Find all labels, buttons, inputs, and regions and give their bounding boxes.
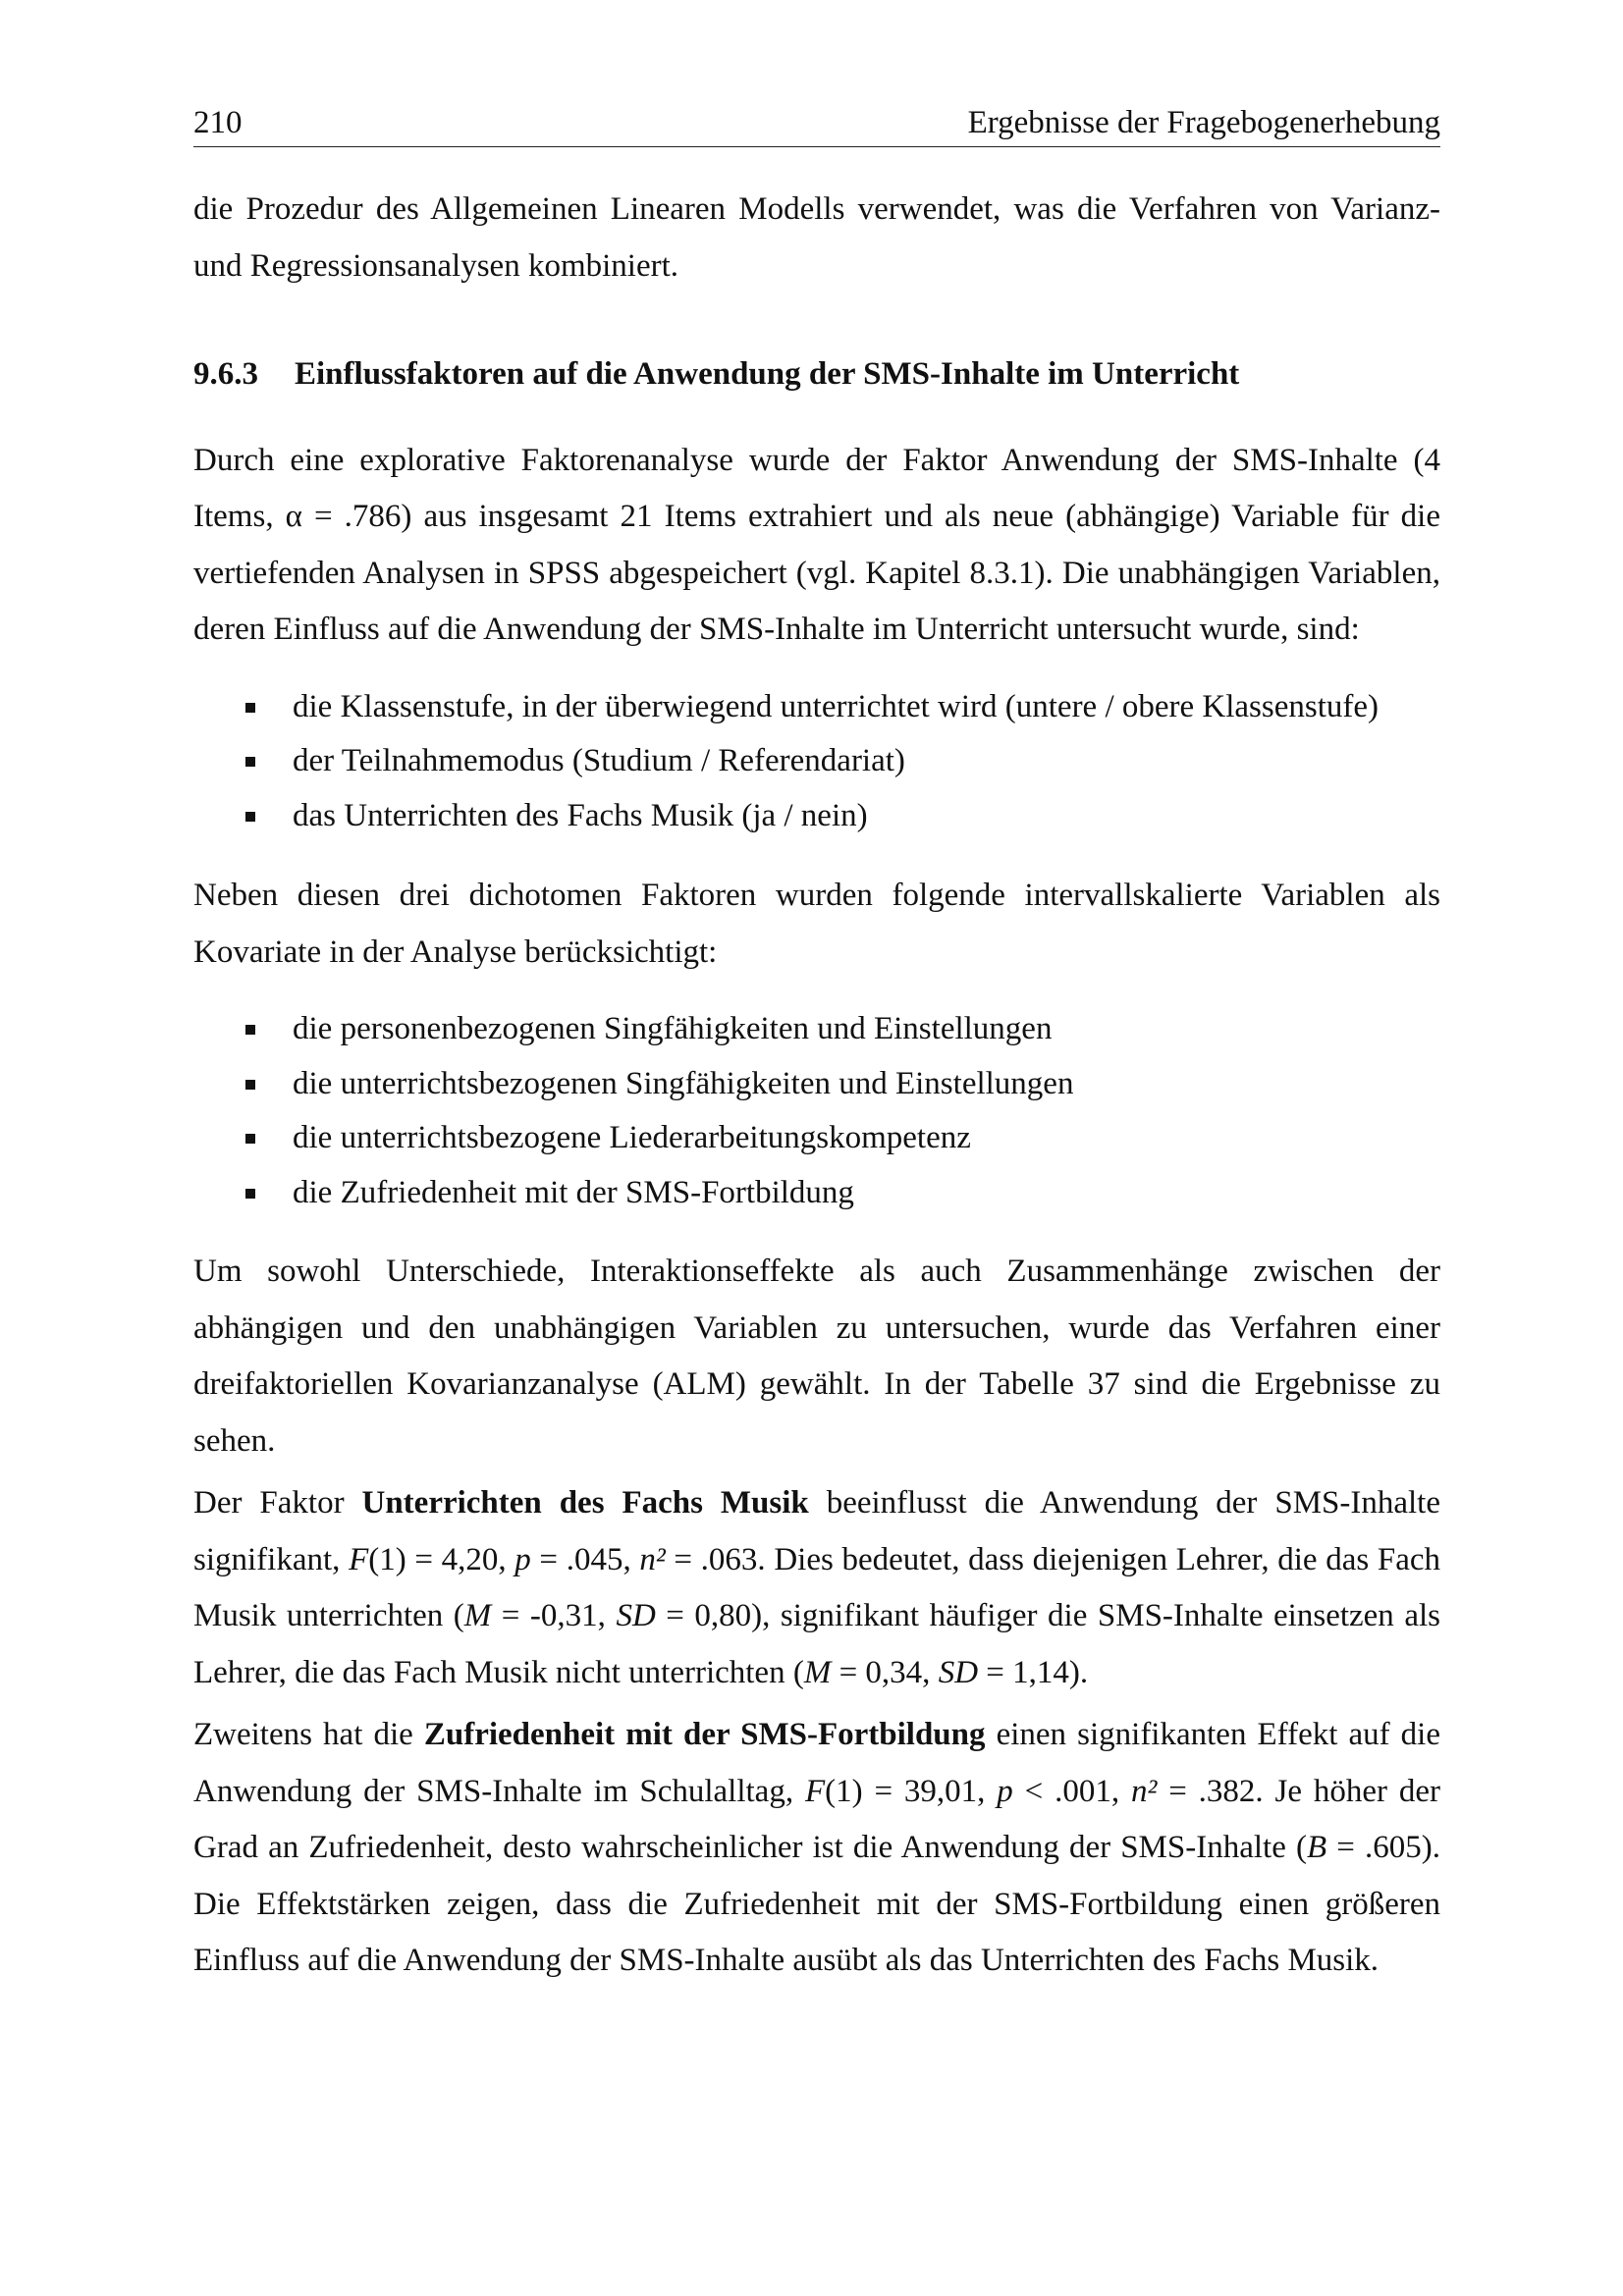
text-run: (1) = 39,01, xyxy=(825,1773,998,1809)
text-run: Zweitens hat die xyxy=(193,1717,424,1752)
bold-term: Zufriedenheit mit der SMS-Fortbildung xyxy=(423,1717,986,1752)
intro-paragraph: die Prozedur des Allgemeinen Linearen Modells verwendet, was die Verfahren von Varianz- und Regressionsanalysen kombiniert. xyxy=(193,191,1440,284)
list-item-text: das Unterrichten des Fachs Musik (ja / nein) xyxy=(293,797,868,833)
text-run: = .063. Dies bedeutet, dass diejenigen Lehrer, die das Fach Musik unterrichten ( xyxy=(193,1541,1440,1633)
paragraph-method: Um sowohl Unterschiede, Interaktionseffekte als auch Zusammenhänge zwischen der abhängigen und den unabhängigen Variablen zu untersuchen, wurde das Verfahren einer dreifaktoriellen Kovarianzanalyse (ALM) gewählt. In der Tabelle 37 sind die Ergebnisse zu sehen. xyxy=(193,1254,1440,1459)
text-run: = .382. Je höher der Grad an Zufriedenheit, desto wahrscheinlicher ist die Anwendung der SMS-Inhalte ( xyxy=(193,1773,1440,1865)
text-run: = 0,80), signifikant häufiger die SMS-Inhalte einsetzen als Lehrer, die das Fach Musik nicht unterrichten ( xyxy=(193,1598,1440,1690)
stat-symbol: B xyxy=(1306,1830,1327,1865)
bullet-icon xyxy=(245,757,255,767)
list-item-text: der Teilnahmemodus (Studium / Referendariat) xyxy=(293,743,905,778)
running-title: Ergebnisse der Fragebogenerhebung xyxy=(967,105,1440,140)
text-run: Der Faktor xyxy=(193,1485,362,1521)
list-item xyxy=(193,1166,1440,1221)
list-item-text: die unterrichtsbezogenen Singfähigkeiten und Einstellungen xyxy=(293,1065,1074,1101)
bold-term: Unterrichten des Fachs Musik xyxy=(361,1485,809,1521)
list-item xyxy=(193,789,1440,844)
bullet-icon xyxy=(245,1080,255,1090)
list-item-text: die personenbezogenen Singfähigkeiten und Einstellungen xyxy=(293,1011,1053,1046)
paragraph-music-factor xyxy=(193,1475,1440,1701)
text-run: = -0,31, xyxy=(491,1598,617,1633)
covariates-list xyxy=(193,1002,1440,1220)
independent-variables-list xyxy=(193,680,1440,844)
stat-symbol: M xyxy=(803,1654,832,1690)
stat-symbol: p xyxy=(514,1541,531,1577)
bullet-icon xyxy=(245,1025,255,1035)
text-run: = 0,34, xyxy=(831,1654,939,1690)
text-run: = .045, xyxy=(530,1541,640,1577)
page-header xyxy=(193,103,1440,147)
stat-symbol: M xyxy=(463,1598,492,1633)
paragraph-covariates: Neben diesen drei dichotomen Faktoren wurden folgende intervallskalierte Variablen als Kovariate in der Analyse berücksichtigt: xyxy=(193,878,1440,970)
bullet-icon xyxy=(245,703,255,713)
text-run: beeinflusst die Anwendung der SMS-Inhalte signifikant, xyxy=(193,1485,1441,1577)
stat-symbol: F xyxy=(804,1773,826,1809)
stat-symbol: F xyxy=(349,1541,369,1577)
list-item xyxy=(193,1111,1440,1166)
stat-symbol: p xyxy=(997,1773,1013,1809)
paragraph-satisfaction-factor xyxy=(193,1707,1440,1990)
list-item xyxy=(193,1057,1440,1112)
document-page xyxy=(193,103,1440,1990)
section-heading xyxy=(193,347,1440,403)
text-run: einen signifikanten Effekt auf die Anwendung der SMS-Inhalte im Schulalltag, xyxy=(193,1717,1440,1809)
stat-symbol: n² xyxy=(639,1541,666,1577)
list-item-text: die Zufriedenheit mit der SMS-Fortbildung xyxy=(293,1174,854,1210)
section-title: Einflussfaktoren auf die Anwendung der SMS-Inhalte im Unterricht xyxy=(295,356,1240,392)
bullet-icon xyxy=(245,1189,255,1199)
text-run: = 1,14). xyxy=(978,1654,1089,1690)
bullet-icon xyxy=(245,812,255,822)
bullet-icon xyxy=(245,1134,255,1144)
list-item xyxy=(193,680,1440,735)
page-number: 210 xyxy=(193,105,243,140)
text-run: = .605). Die Effektstärken zeigen, dass die Zufriedenheit mit der SMS-Fortbildung einen größeren Einfluss auf die Anwendung der SMS-Inhalte ausübt als das Unterrichten des Fachs Musik. xyxy=(193,1830,1440,1978)
text-run: (1) = 4,20, xyxy=(368,1541,515,1577)
list-item-text: die unterrichtsbezogene Liederarbeitungskompetenz xyxy=(293,1120,971,1155)
text-run: < .001, xyxy=(1012,1773,1131,1809)
paragraph-factor-analysis: Durch eine explorative Faktorenanalyse wurde der Faktor Anwendung der SMS-Inhalte (4 Items, α = .786) aus insgesamt 21 Items extrahiert und als neue (abhängige) Variable für die vertiefenden Analysen in SPSS abgespeichert (vgl. Kapitel 8.3.1). Die unabhängigen Variablen, deren Einfluss auf die Anwendung der SMS-Inhalte im Unterricht untersucht wurde, sind: xyxy=(193,442,1440,647)
list-item-text: die Klassenstufe, in der überwiegend unterrichtet wird (untere / obere Klassenstufe) xyxy=(293,688,1380,724)
stat-symbol: SD xyxy=(616,1598,656,1633)
section-number: 9.6.3 xyxy=(193,356,258,392)
stat-symbol: n² xyxy=(1130,1773,1158,1809)
stat-symbol: SD xyxy=(938,1654,979,1690)
list-item xyxy=(193,1002,1440,1057)
list-item xyxy=(193,734,1440,789)
